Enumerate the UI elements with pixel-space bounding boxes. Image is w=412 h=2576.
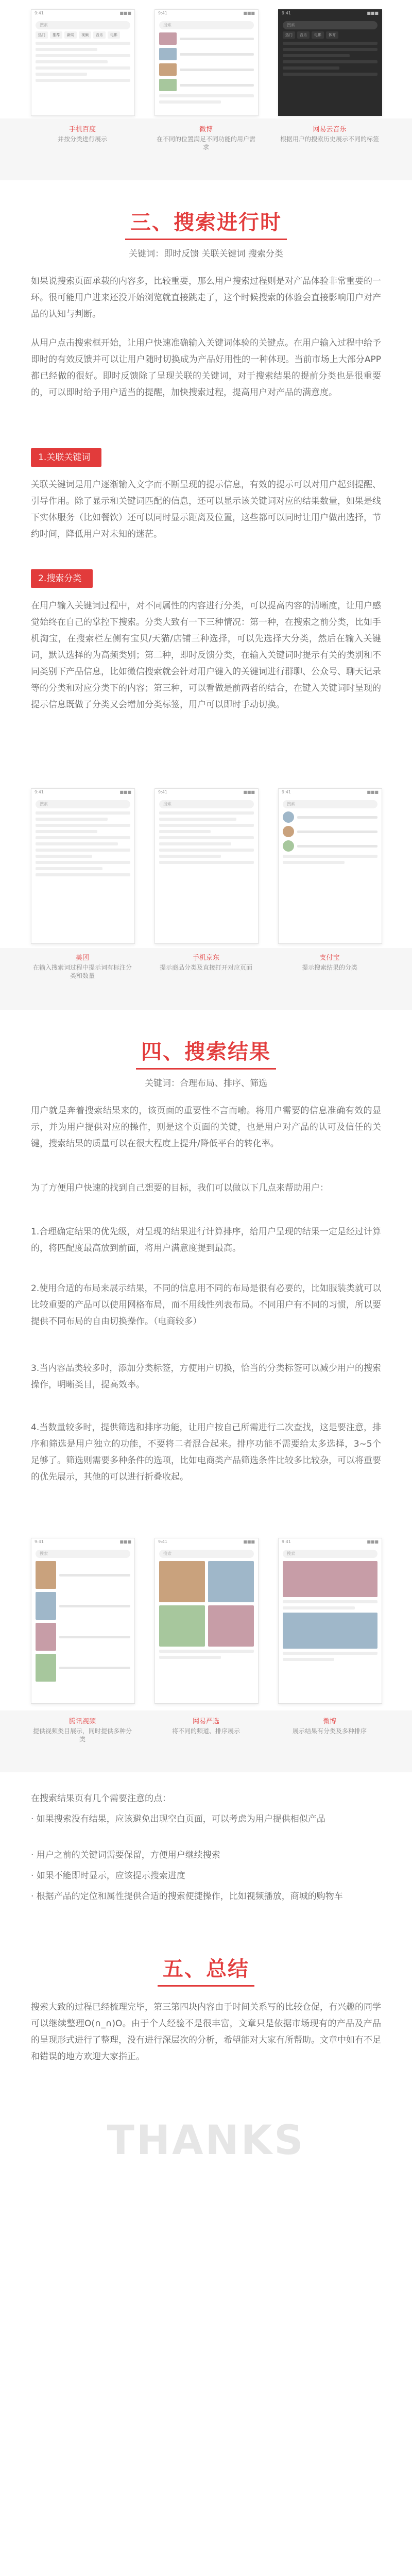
status-bar: 9:41 ■■■ — [158, 1539, 255, 1544]
thumbnail — [36, 1623, 56, 1651]
caption-desc: 提供视频类目展示，同时提供多种分类 — [32, 1727, 132, 1743]
phone-mockup-weibo — [154, 9, 259, 116]
list-item[interactable] — [36, 1592, 130, 1620]
search-input[interactable]: 搜索 — [36, 800, 130, 808]
search-input[interactable]: 搜索 — [283, 800, 377, 808]
placeholder-line — [36, 861, 130, 864]
list-item[interactable] — [159, 32, 254, 45]
tag[interactable]: 热门 — [283, 31, 295, 39]
placeholder-line — [36, 836, 130, 839]
placeholder-line — [36, 824, 130, 827]
list-item[interactable] — [36, 1654, 130, 1682]
section-title — [0, 1036, 412, 1070]
list-item[interactable] — [283, 840, 377, 852]
status-bar: 9:41 ■■■ — [35, 790, 131, 794]
caption-jd — [154, 954, 258, 972]
thumbnail — [159, 63, 177, 76]
subsection-badge: 2.搜索分类 — [31, 569, 93, 588]
placeholder-line — [36, 48, 97, 51]
placeholder-line — [180, 84, 254, 87]
status-bar: 9:41 ■■■ — [35, 11, 131, 15]
section-title-text: 三、搜索进行时 — [125, 206, 287, 240]
placeholder-line — [283, 1658, 334, 1661]
placeholder-line — [36, 849, 130, 852]
phone-mockup-alipay — [278, 788, 382, 944]
placeholder-line — [297, 816, 377, 819]
placeholder-line — [159, 1650, 254, 1653]
caption-title: 网易严选 — [192, 1718, 219, 1725]
tag[interactable]: 音乐 — [93, 31, 106, 39]
status-bar: 9:41 ■■■ — [282, 11, 379, 15]
caption-tencent-video — [31, 1718, 134, 1743]
placeholder-line — [159, 830, 211, 833]
placeholder-line — [180, 53, 254, 56]
thumbnail — [36, 1654, 56, 1682]
placeholder-line — [36, 873, 130, 876]
caption-yanxuan — [154, 1718, 258, 1735]
section-title — [0, 1953, 412, 1987]
placeholder-line — [283, 66, 339, 70]
placeholder-line — [36, 73, 87, 76]
thumbnail — [283, 840, 294, 852]
list-item[interactable] — [159, 48, 254, 60]
caption-title: 腾讯视频 — [68, 1718, 96, 1725]
phone-mockup-netease-music — [278, 9, 382, 116]
placeholder-line — [180, 38, 254, 40]
placeholder-line — [297, 845, 377, 848]
search-input[interactable]: 搜索 — [159, 21, 254, 29]
placeholder-line — [159, 855, 221, 858]
placeholder-line — [159, 861, 254, 864]
caption-title: 手机京东 — [192, 954, 219, 962]
caption-desc: 在不同的位置满足不同功能的用户需求 — [156, 135, 255, 151]
section-title-text: 五、总结 — [158, 1953, 254, 1987]
placeholder-line — [283, 60, 377, 63]
status-bar: 9:41 ■■■ — [158, 11, 255, 15]
product-thumbnail[interactable] — [159, 1561, 205, 1602]
placeholder-line — [36, 42, 130, 45]
banner-image — [283, 1561, 377, 1597]
caption-title: 微博 — [199, 126, 213, 133]
placeholder-line — [159, 842, 231, 845]
tip-item: · 用户之前的关键词需要保留，方便用户继续搜索 — [31, 1850, 220, 1860]
paragraph: 3.当内容品类较多时，添加分类标签，方便用户切换，恰当的分类标签可以减少用户的搜索操作，明晰类目，提高效率。 — [31, 1363, 381, 1390]
tips-intro: 在搜索结果页有几个需要注意的点： — [31, 1793, 171, 1804]
placeholder-line — [59, 1605, 130, 1607]
section-keywords: 关键词：即时反馈 关联关键词 搜索分类 — [129, 249, 283, 259]
placeholder-line — [59, 1667, 130, 1669]
thanks-footer: THANKS — [107, 2117, 305, 2164]
placeholder-line — [36, 818, 108, 821]
paragraph: 用户就是奔着搜索结果来的，该页面的重要性不言而喻。将用户需要的信息准确有效的显示，并为用户提供对应的操作，则是这个页面的关键，也是用户对产品的认可及信任的关键，搜索结果的质量可以在很大程度上提升/降低平台的转化率。 — [31, 1106, 381, 1149]
placeholder-line — [36, 79, 130, 82]
list-item[interactable] — [159, 63, 254, 76]
thumbnail — [36, 1561, 56, 1589]
placeholder-line — [159, 94, 254, 97]
paragraph: 如果说搜索页面承载的内容多，比较重要，那么用户搜索过程则是对产品体验非常重要的一环。很可能用户进来还没开始浏览就直接跳走了，这个时候搜索的体验会直接影响用户对产品的认知与判断。 — [31, 276, 381, 319]
phone-mockup-meituan — [31, 788, 135, 944]
list-item[interactable] — [36, 1623, 130, 1651]
product-grid — [159, 1561, 254, 1647]
product-thumbnail[interactable] — [208, 1605, 254, 1647]
paragraph: 1.合理确定结果的优先级，对呈现的结果进行计算排序，给用户呈现的结果一定是经过计算的，将匹配度最高放到前面，将用户满意度提到最高。 — [31, 1227, 381, 1253]
placeholder-line — [36, 66, 130, 70]
tag[interactable]: 体育 — [326, 31, 338, 39]
caption-title: 手机百度 — [68, 126, 96, 133]
placeholder-line — [283, 54, 350, 57]
section-title — [0, 206, 412, 240]
placeholder-line — [283, 42, 377, 45]
caption-desc: 将不同的频道、排序展示 — [171, 1727, 240, 1735]
placeholder-line — [283, 73, 377, 76]
caption-title: 网易云音乐 — [313, 126, 347, 133]
subsection-badge: 1.关联关键词 — [31, 448, 101, 467]
placeholder-line — [159, 100, 221, 104]
placeholder-line — [283, 1600, 377, 1603]
caption-title: 微博 — [322, 1718, 336, 1725]
placeholder-line — [36, 855, 92, 858]
tip-item: · 根据产品的定位和属性提供合适的搜索便捷操作，比如视频播放，商城的购物车 — [31, 1891, 343, 1902]
placeholder-line — [159, 836, 254, 839]
section-title-text: 四、搜索结果 — [136, 1036, 276, 1070]
paragraph: 2.使用合适的布局来展示结果，不同的信息用不同的布局是很有必要的，比如服装类就可以比较重要的产品可以使用网格布局，而不用线性列表布局。不同用户有不同的习惯，所以要提供不同布局的自由切换操作。（电商较多） — [31, 1283, 381, 1327]
thumbnail — [36, 1592, 56, 1620]
thumbnail — [283, 826, 294, 837]
placeholder-line — [59, 1574, 130, 1577]
tip-item: · 如果搜索没有结果，应该避免出现空白页面，可以考虑为用户提供相似产品 — [31, 1814, 325, 1824]
thumbnail — [159, 79, 177, 91]
placeholder-line — [59, 1636, 130, 1638]
placeholder-line — [159, 1656, 221, 1659]
list-item[interactable] — [36, 1561, 130, 1589]
caption-title: 美团 — [75, 954, 89, 962]
thumbnail — [159, 48, 177, 60]
search-input[interactable]: 搜索 — [36, 1550, 130, 1558]
placeholder-line — [36, 867, 102, 870]
placeholder-line — [297, 831, 377, 833]
caption-desc: 展示结果有分类及多种排序 — [292, 1727, 367, 1735]
caption-meituan — [31, 954, 134, 980]
placeholder-line — [36, 830, 97, 833]
caption-alipay — [278, 954, 381, 972]
tag[interactable]: 电影 — [108, 31, 120, 39]
placeholder-line — [283, 1652, 377, 1655]
tag[interactable]: 推荐 — [50, 31, 62, 39]
search-input[interactable]: 搜索 — [36, 21, 130, 29]
phone-mockup-tencent-video — [31, 1538, 135, 1704]
tag[interactable]: 音乐 — [297, 31, 310, 39]
paragraph: 4.当数量较多时，提供筛选和排序功能，让用户按自己所需进行二次查找，这是要注意，排序和筛选是用户独立的功能，不要将二者混合起来。排序功能不需要给太多选择，3~5个足够了。筛选则需要多种条件的选项，比如电商类产品筛选条件比较多比较杂，可以将重要的优先展示，其他的可以进行折叠收起。 — [31, 1422, 381, 1482]
paragraph: 从用户点击搜索框开始，让用户快速准确输入关键词体验的关键点。在用户输入过程中给予即时的有效反馈并可以让用户随时切换成为产品好用性的一种体现。当前市场上大部分APP都已经做的很好。即时反馈除了呈现关联的关键词，对于搜索结果的提前分类也是很重要的，可以即时给予用户适当的提醒，加快搜索过程，提高用户对产品的满意度。 — [31, 338, 381, 398]
tag-list — [36, 31, 130, 39]
section-keywords: 关键词：合理布局、排序、筛选 — [145, 1078, 267, 1089]
paragraph: 为了方便用户快速的找到自己想要的目标，我们可以做以下几点来帮助用户： — [31, 1183, 329, 1193]
placeholder-line — [283, 861, 345, 864]
caption-desc: 并按分类进行展示 — [57, 135, 107, 143]
placeholder-line — [159, 824, 254, 827]
product-thumbnail[interactable] — [208, 1561, 254, 1602]
thumbnail — [283, 811, 294, 823]
search-input[interactable]: 搜索 — [283, 21, 377, 29]
tag[interactable]: 电影 — [312, 31, 324, 39]
paragraph: 关联关键词是用户逐渐输入文字而不断呈现的提示信息，有效的提示可以对用户起到提醒、引导作用。除了显示和关键词匹配的信息，还可以显示该关键词对应的结果数量，如果是线下实体服务（比如餐饮）还可以同时显示距离及位置，这些都可以同时让用户做出选择，节约时间，降低用户对未知的迷茫。 — [31, 480, 381, 539]
caption-desc: 提示商品分类及直接打开对应页面 — [159, 964, 252, 971]
list-item[interactable] — [283, 826, 377, 837]
phone-mockup-weibo-results — [278, 1538, 382, 1704]
tag[interactable]: 新闻 — [64, 31, 77, 39]
placeholder-line — [159, 849, 254, 852]
status-bar: 9:41 ■■■ — [35, 1539, 131, 1544]
status-bar: 9:41 ■■■ — [158, 790, 255, 794]
tip-item: · 如果不能即时显示，应该提示搜索进度 — [31, 1871, 185, 1881]
placeholder-line — [36, 54, 130, 57]
caption-weibo-results — [278, 1718, 381, 1735]
caption-desc: 根据用户的搜索历史展示不同的标签 — [280, 135, 379, 143]
list-item[interactable] — [159, 79, 254, 91]
search-input[interactable]: 搜索 — [159, 800, 254, 808]
placeholder-line — [159, 811, 254, 815]
status-bar: 9:41 ■■■ — [282, 1539, 379, 1544]
caption-netease — [278, 126, 381, 143]
tag[interactable]: 视频 — [79, 31, 91, 39]
phone-mockup-jd — [154, 788, 259, 944]
search-input[interactable]: 搜索 — [159, 1550, 254, 1558]
caption-weibo — [154, 126, 258, 151]
caption-desc: 提示搜索结果的分类 — [301, 964, 357, 971]
placeholder-line — [180, 69, 254, 71]
placeholder-line — [36, 811, 130, 815]
placeholder-line — [283, 1606, 355, 1609]
placeholder-line — [283, 855, 377, 858]
product-thumbnail[interactable] — [159, 1605, 205, 1647]
caption-baidu — [31, 126, 134, 143]
thumbnail — [159, 32, 177, 45]
placeholder-line — [36, 60, 108, 63]
banner-image — [283, 1613, 377, 1649]
caption-desc: 在输入搜索词过程中提示词有标注分类和数量 — [32, 964, 132, 979]
placeholder-line — [159, 818, 236, 821]
search-input[interactable]: 搜索 — [283, 1550, 377, 1558]
placeholder-line — [36, 842, 118, 845]
tag-list — [283, 31, 377, 39]
list-item[interactable] — [283, 811, 377, 823]
tag[interactable]: 热门 — [36, 31, 48, 39]
paragraph: 搜索大致的过程已经梳理完毕，第三第四块内容由于时间关系写的比较仓促，有兴趣的同学可以继续整理O(∩_∩)O。由于个人经验不是很丰富，文章只是依据市场现有的产品及产品的呈现形式进行了整理，没有进行深层次的分析，希望能对大家有所帮助。文章中如有不足和错误的地方欢迎大家指正。 — [31, 2002, 381, 2062]
caption-title: 支付宝 — [319, 954, 340, 962]
status-bar: 9:41 ■■■ — [282, 790, 379, 794]
paragraph: 在用户输入关键词过程中，对不同属性的内容进行分类，可以提高内容的清晰度，让用户感觉始终在自己的掌控下搜索。分类大致有一下三种情况：第一种，在搜索之前分类，比如手机淘宝，在搜索栏左侧有宝贝/天猫/店铺三种选择，可以先选择大分类，然后在输入关键词，默认选择的为高频类别；第二种，即时反馈分类，在输入关键词时提示有关的类别和不同类别下产品信息，比如微信搜索就会针对用户键入的关键词进行群聊、公众号、聊天记录等的分类和对应分类下的内容；第三种，可以看做是前两者的结合，在键入关键词时呈现的提示信息既做了分类又会增加分类标签，用户可以即时手动切换。 — [31, 601, 381, 710]
phone-mockup-yanxuan — [154, 1538, 259, 1704]
placeholder-line — [283, 48, 377, 51]
phone-mockup-baidu — [31, 9, 135, 116]
